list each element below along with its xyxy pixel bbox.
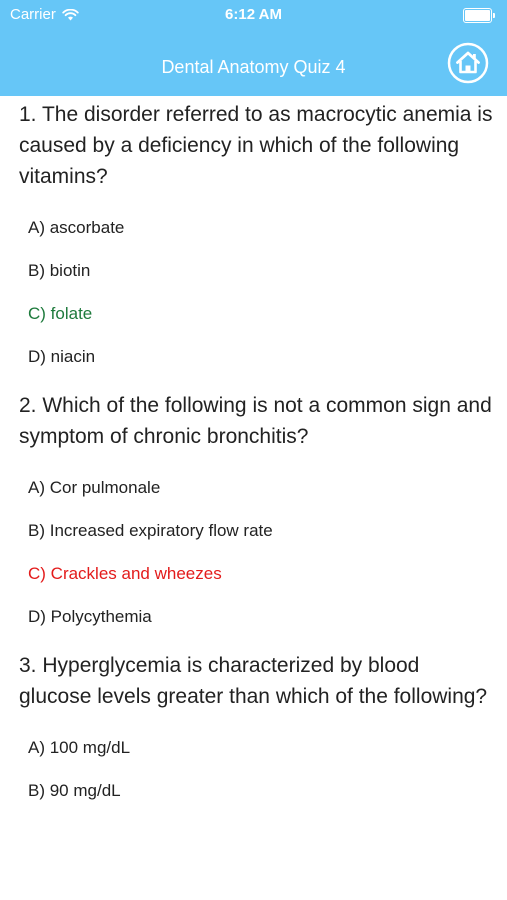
question-text: 1. The disorder referred to as macrocytic anemia is caused by a deficiency in which of the following vitamins? — [19, 103, 493, 188]
question-text: 2. Which of the following is not a common sign and symptom of chronic bronchitis? — [19, 394, 492, 448]
carrier-label: Carrier — [10, 6, 56, 23]
answer-option[interactable]: A) Cor pulmonale — [28, 478, 161, 497]
status-bar — [0, 0, 507, 30]
question-block-3 — [0, 650, 507, 824]
quiz-content — [0, 96, 507, 824]
answer-option-correct[interactable]: C) folate — [28, 304, 93, 323]
status-time: 6:12 AM — [225, 6, 282, 23]
home-icon — [447, 42, 489, 84]
answer-option[interactable]: D) niacin — [28, 347, 96, 366]
answer-options — [0, 478, 507, 650]
answer-options — [0, 738, 507, 824]
answer-option[interactable]: B) biotin — [28, 261, 91, 280]
question-block-1 — [0, 99, 507, 390]
question-text: 3. Hyperglycemia is characterized by blood glucose levels greater than which of the following? — [19, 654, 488, 708]
answer-option[interactable]: B) Increased expiratory flow rate — [28, 521, 273, 540]
question-block-2 — [0, 390, 507, 650]
answer-option-wrong[interactable]: C) Crackles and wheezes — [28, 564, 222, 583]
answer-option[interactable]: D) Polycythemia — [28, 607, 152, 626]
answer-option[interactable]: B) 90 mg/dL — [28, 781, 121, 800]
battery-icon — [463, 8, 495, 23]
answer-option[interactable]: A) 100 mg/dL — [28, 738, 131, 757]
answer-options — [0, 218, 507, 390]
home-button[interactable] — [447, 42, 489, 84]
answer-option[interactable]: A) ascorbate — [28, 218, 125, 237]
page-title: Dental Anatomy Quiz 4 — [161, 57, 346, 77]
navigation-header — [0, 0, 507, 96]
